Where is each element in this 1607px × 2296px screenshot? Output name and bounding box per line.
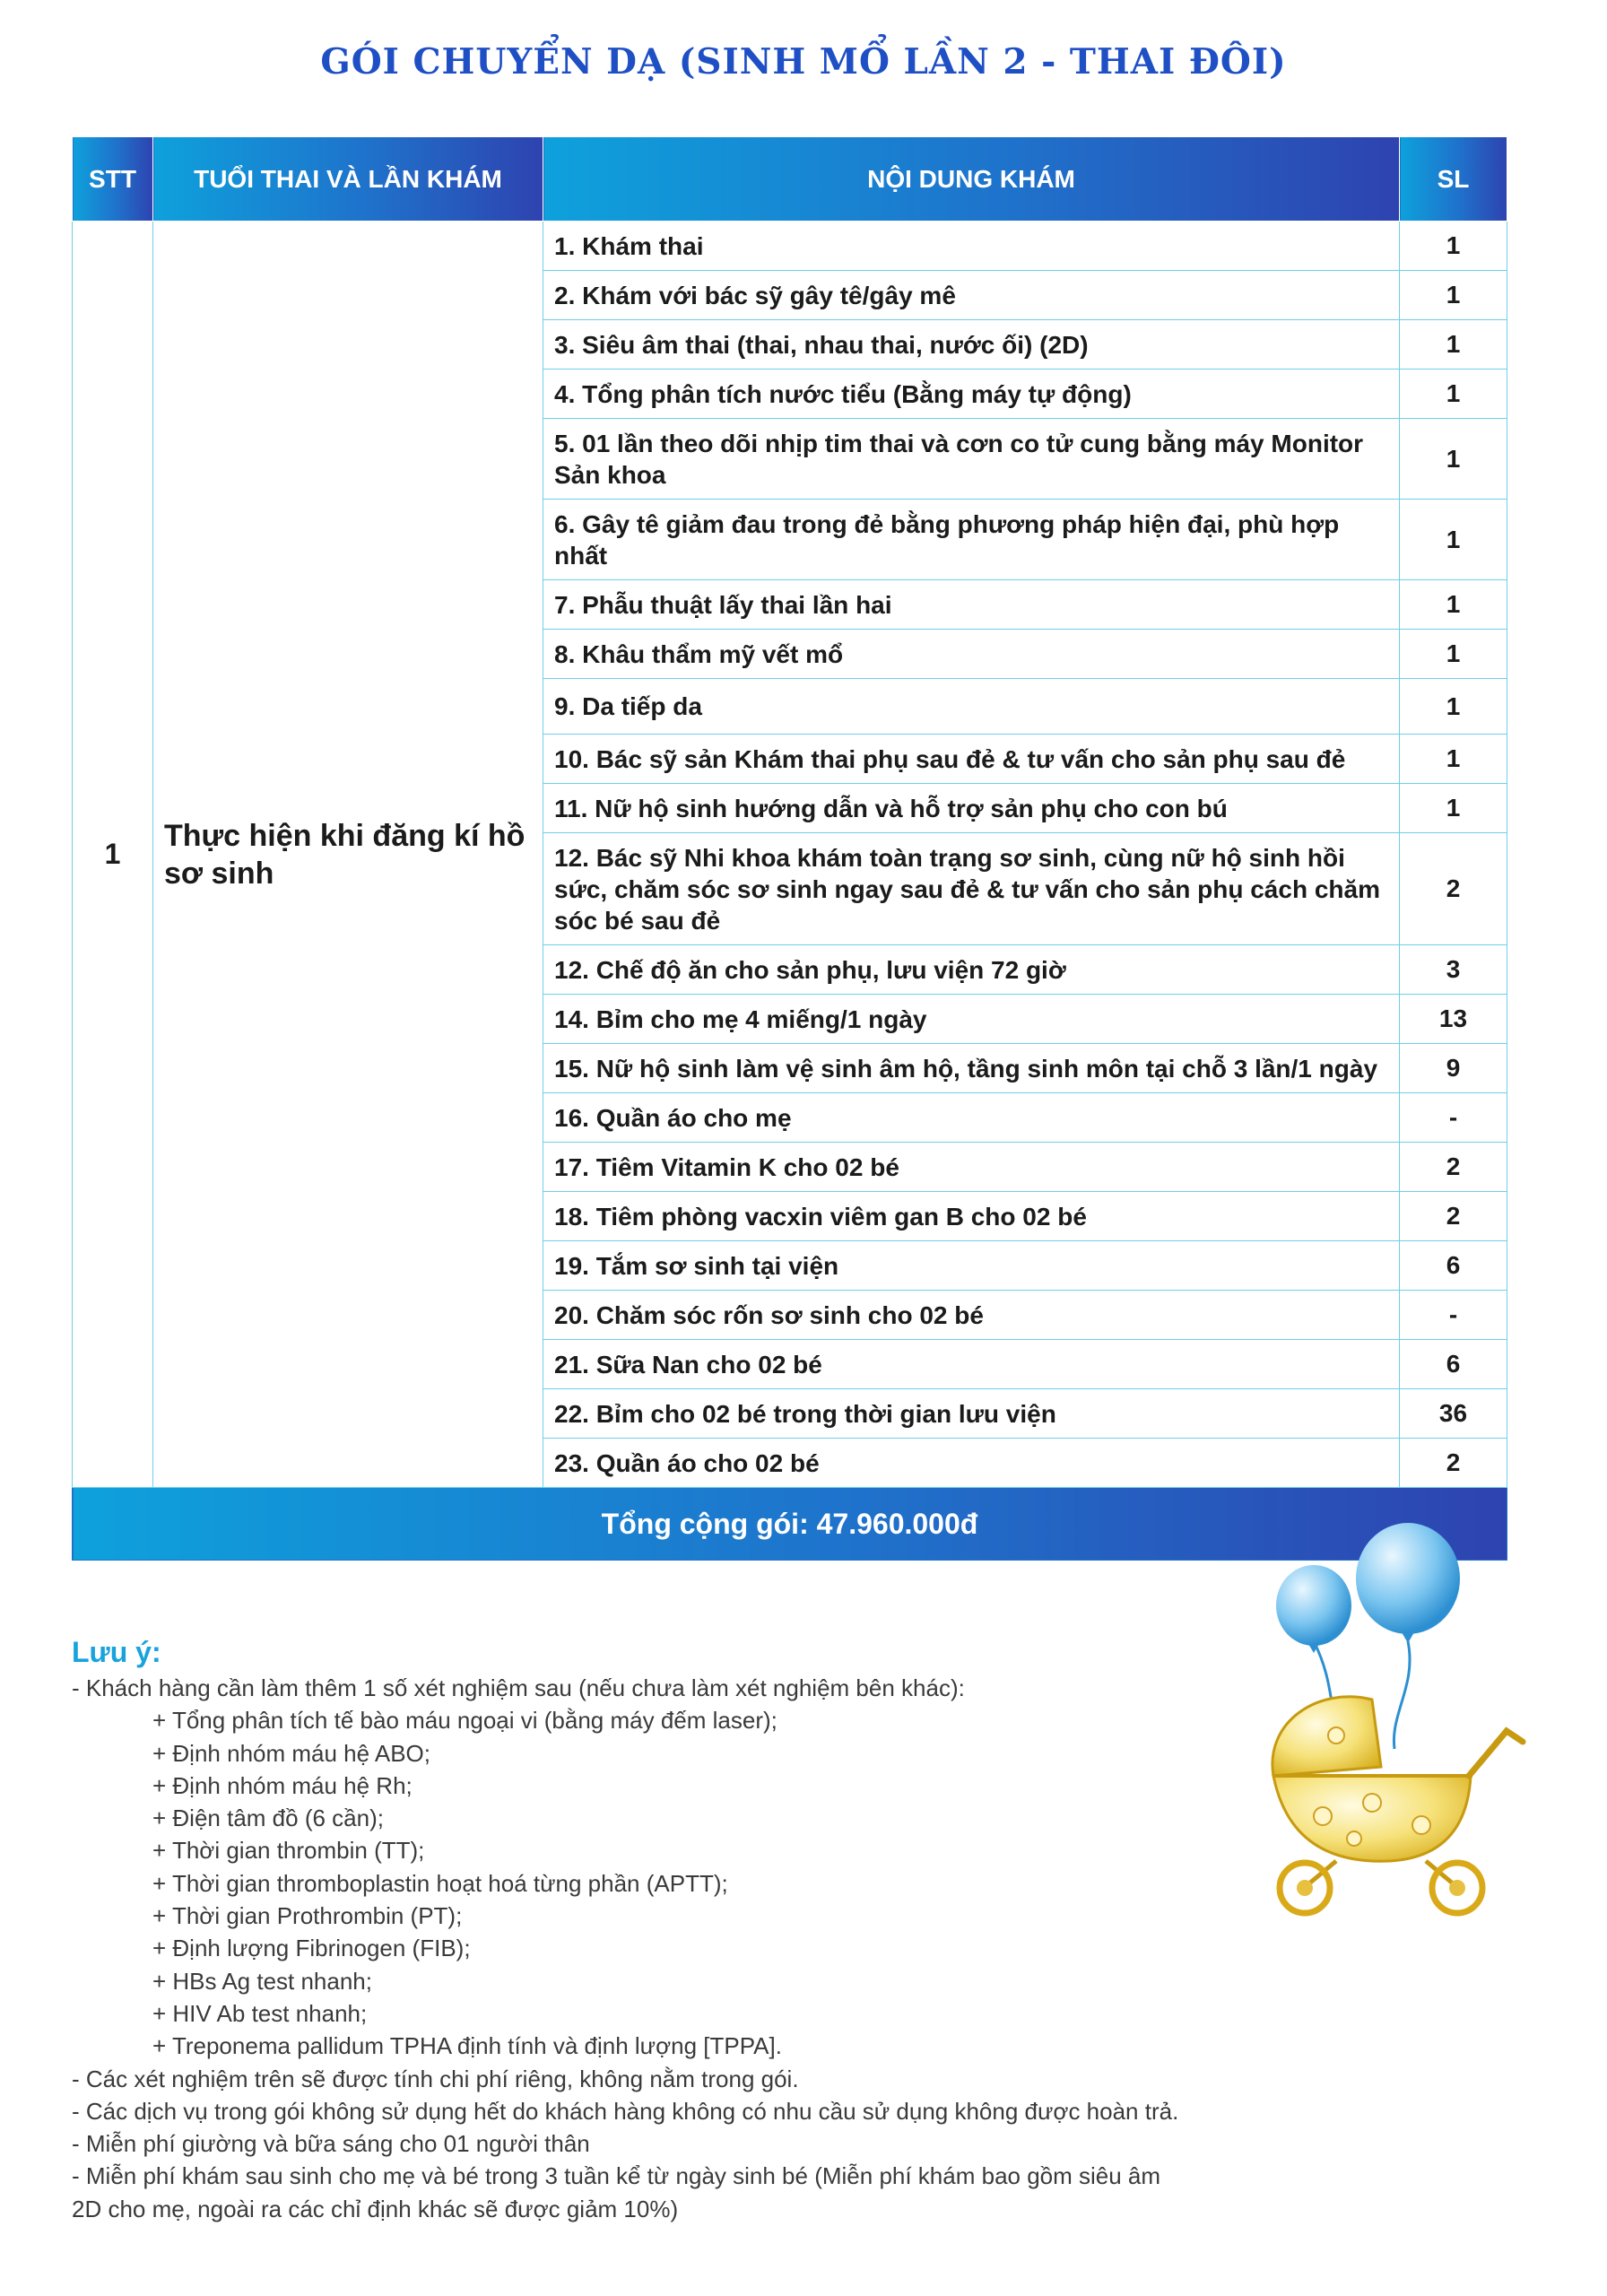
test-item: + HIV Ab test nhanh;: [152, 1999, 368, 2027]
test-item: + Định lượng Fibrinogen (FIB);: [152, 1935, 471, 1962]
exam-quantity: 1: [1400, 630, 1507, 679]
header-noi-dung: NỘI DUNG KHÁM: [543, 137, 1400, 222]
exam-quantity: 36: [1400, 1389, 1507, 1439]
baby-stroller-illustration: [1238, 1507, 1533, 1919]
stroller-icon: [1273, 1697, 1523, 1913]
test-item: + Định nhóm máu hệ ABO;: [152, 1739, 431, 1767]
exam-item: 21. Sữa Nan cho 02 bé: [543, 1340, 1400, 1389]
total-price: Tổng cộng gói: 47.960.000đ: [73, 1488, 1507, 1561]
exam-item: 18. Tiêm phòng vacxin viêm gan B cho 02 bé: [543, 1192, 1400, 1241]
exam-quantity: 1: [1400, 735, 1507, 784]
exam-item: 15. Nữ hộ sinh làm vệ sinh âm hộ, tầng sinh môn tại chỗ 3 lần/1 ngày: [543, 1044, 1400, 1093]
test-item: + HBs Ag test nhanh;: [152, 1967, 372, 1995]
exam-quantity: 2: [1400, 1192, 1507, 1241]
exam-item: 1. Khám thai: [543, 222, 1400, 271]
note-item: - Các xét nghiệm trên sẽ được tính chi phí riêng, không nằm trong gói.: [72, 2065, 799, 2092]
exam-quantity: 9: [1400, 1044, 1507, 1093]
test-item: + Điện tâm đồ (6 cần);: [152, 1805, 384, 1832]
exam-quantity: 1: [1400, 419, 1507, 500]
exam-quantity: 13: [1400, 995, 1507, 1044]
package-table: [72, 136, 1507, 1561]
exam-quantity: -: [1400, 1093, 1507, 1143]
exam-item: 12. Bác sỹ Nhi khoa khám toàn trạng sơ sinh, cùng nữ hộ sinh hồi sức, chăm sóc sơ sinh ngay sau đẻ & tư vấn cho sản phụ cách chăm sóc bé sau đẻ: [543, 833, 1400, 945]
header-sl: SL: [1400, 137, 1507, 222]
exam-item: 20. Chăm sóc rốn sơ sinh cho 02 bé: [543, 1291, 1400, 1340]
exam-quantity: 1: [1400, 500, 1507, 580]
header-stt: STT: [73, 137, 153, 222]
tuoi-thai-cell: Thực hiện khi đăng kí hồ sơ sinh: [153, 222, 543, 1488]
exam-item: 16. Quần áo cho mẹ: [543, 1093, 1400, 1143]
test-item: + Thời gian thromboplastin hoạt hoá từng phần (APTT);: [152, 1869, 728, 1897]
exam-item: 9. Da tiếp da: [543, 679, 1400, 735]
exam-quantity: -: [1400, 1291, 1507, 1340]
exam-item: 23. Quần áo cho 02 bé: [543, 1439, 1400, 1488]
page-title: GÓI CHUYỂN DẠ (SINH MỔ LẦN 2 - THAI ĐÔI): [320, 41, 1287, 83]
exam-item: 2. Khám với bác sỹ gây tê/gây mê: [543, 271, 1400, 320]
exam-item: 3. Siêu âm thai (thai, nhau thai, nước ối) (2D): [543, 320, 1400, 370]
exam-item: 6. Gây tê giảm đau trong đẻ bằng phương pháp hiện đại, phù hợp nhất: [543, 500, 1400, 580]
exam-item: 12. Chế độ ăn cho sản phụ, lưu viện 72 giờ: [543, 945, 1400, 995]
exam-quantity: 1: [1400, 370, 1507, 419]
exam-quantity: 2: [1400, 1439, 1507, 1488]
test-item: + Treponema pallidum TPHA định tính và định lượng [TPPA].: [152, 2032, 782, 2060]
exam-item: 14. Bỉm cho mẹ 4 miếng/1 ngày: [543, 995, 1400, 1044]
notes-section: [72, 1634, 1193, 2225]
exam-item: 5. 01 lần theo dõi nhịp tim thai và cơn co tử cung bằng máy Monitor Sản khoa: [543, 419, 1400, 500]
exam-item: 19. Tắm sơ sinh tại viện: [543, 1241, 1400, 1291]
note-item: - Miễn phí khám sau sinh cho mẹ và bé trong 3 tuần kể từ ngày sinh bé (Miễn phí khám bao gồm siêu âm 2D cho mẹ, ngoài ra các chỉ định khác sẽ được giảm 10%): [72, 2162, 1161, 2222]
exam-quantity: 1: [1400, 679, 1507, 735]
exam-quantity: 1: [1400, 320, 1507, 370]
exam-item: 22. Bỉm cho 02 bé trong thời gian lưu viện: [543, 1389, 1400, 1439]
exam-quantity: 1: [1400, 271, 1507, 320]
test-item: + Định nhóm máu hệ Rh;: [152, 1771, 413, 1799]
notes-heading: Lưu ý:: [72, 1636, 161, 1668]
test-item: + Thời gian Prothrombin (PT);: [152, 1902, 463, 1930]
exam-quantity: 1: [1400, 222, 1507, 271]
exam-quantity: 2: [1400, 833, 1507, 945]
exam-item: 10. Bác sỹ sản Khám thai phụ sau đẻ & tư vấn cho sản phụ sau đẻ: [543, 735, 1400, 784]
test-item: + Tổng phân tích tế bào máu ngoại vi (bằng máy đếm laser);: [152, 1707, 777, 1735]
note-item: - Các dịch vụ trong gói không sử dụng hết do khách hàng không có nhu cầu sử dụng không được hoàn trả.: [72, 2097, 1179, 2125]
header-tuoi-thai: TUỔI THAI VÀ LẦN KHÁM: [153, 137, 543, 222]
exam-quantity: 6: [1400, 1241, 1507, 1291]
exam-item: 17. Tiêm Vitamin K cho 02 bé: [543, 1143, 1400, 1192]
note-item: - Miễn phí giường và bữa sáng cho 01 người thân: [72, 2130, 590, 2158]
notes-intro: - Khách hàng cần làm thêm 1 số xét nghiệm sau (nếu chưa làm xét nghiệm bên khác):: [72, 1674, 965, 1701]
test-item: + Thời gian thrombin (TT);: [152, 1837, 425, 1865]
exam-quantity: 2: [1400, 1143, 1507, 1192]
stt-cell: 1: [73, 222, 153, 1488]
exam-item: 7. Phẫu thuật lấy thai lần hai: [543, 580, 1400, 630]
table-row: [73, 222, 1507, 271]
table-header-row: [73, 137, 1507, 222]
exam-item: 8. Khâu thẩm mỹ vết mổ: [543, 630, 1400, 679]
exam-quantity: 1: [1400, 784, 1507, 833]
exam-quantity: 1: [1400, 580, 1507, 630]
exam-quantity: 6: [1400, 1340, 1507, 1389]
exam-item: 11. Nữ hộ sinh hướng dẫn và hỗ trợ sản phụ cho con bú: [543, 784, 1400, 833]
exam-quantity: 3: [1400, 945, 1507, 995]
exam-item: 4. Tổng phân tích nước tiểu (Bằng máy tự động): [543, 370, 1400, 419]
